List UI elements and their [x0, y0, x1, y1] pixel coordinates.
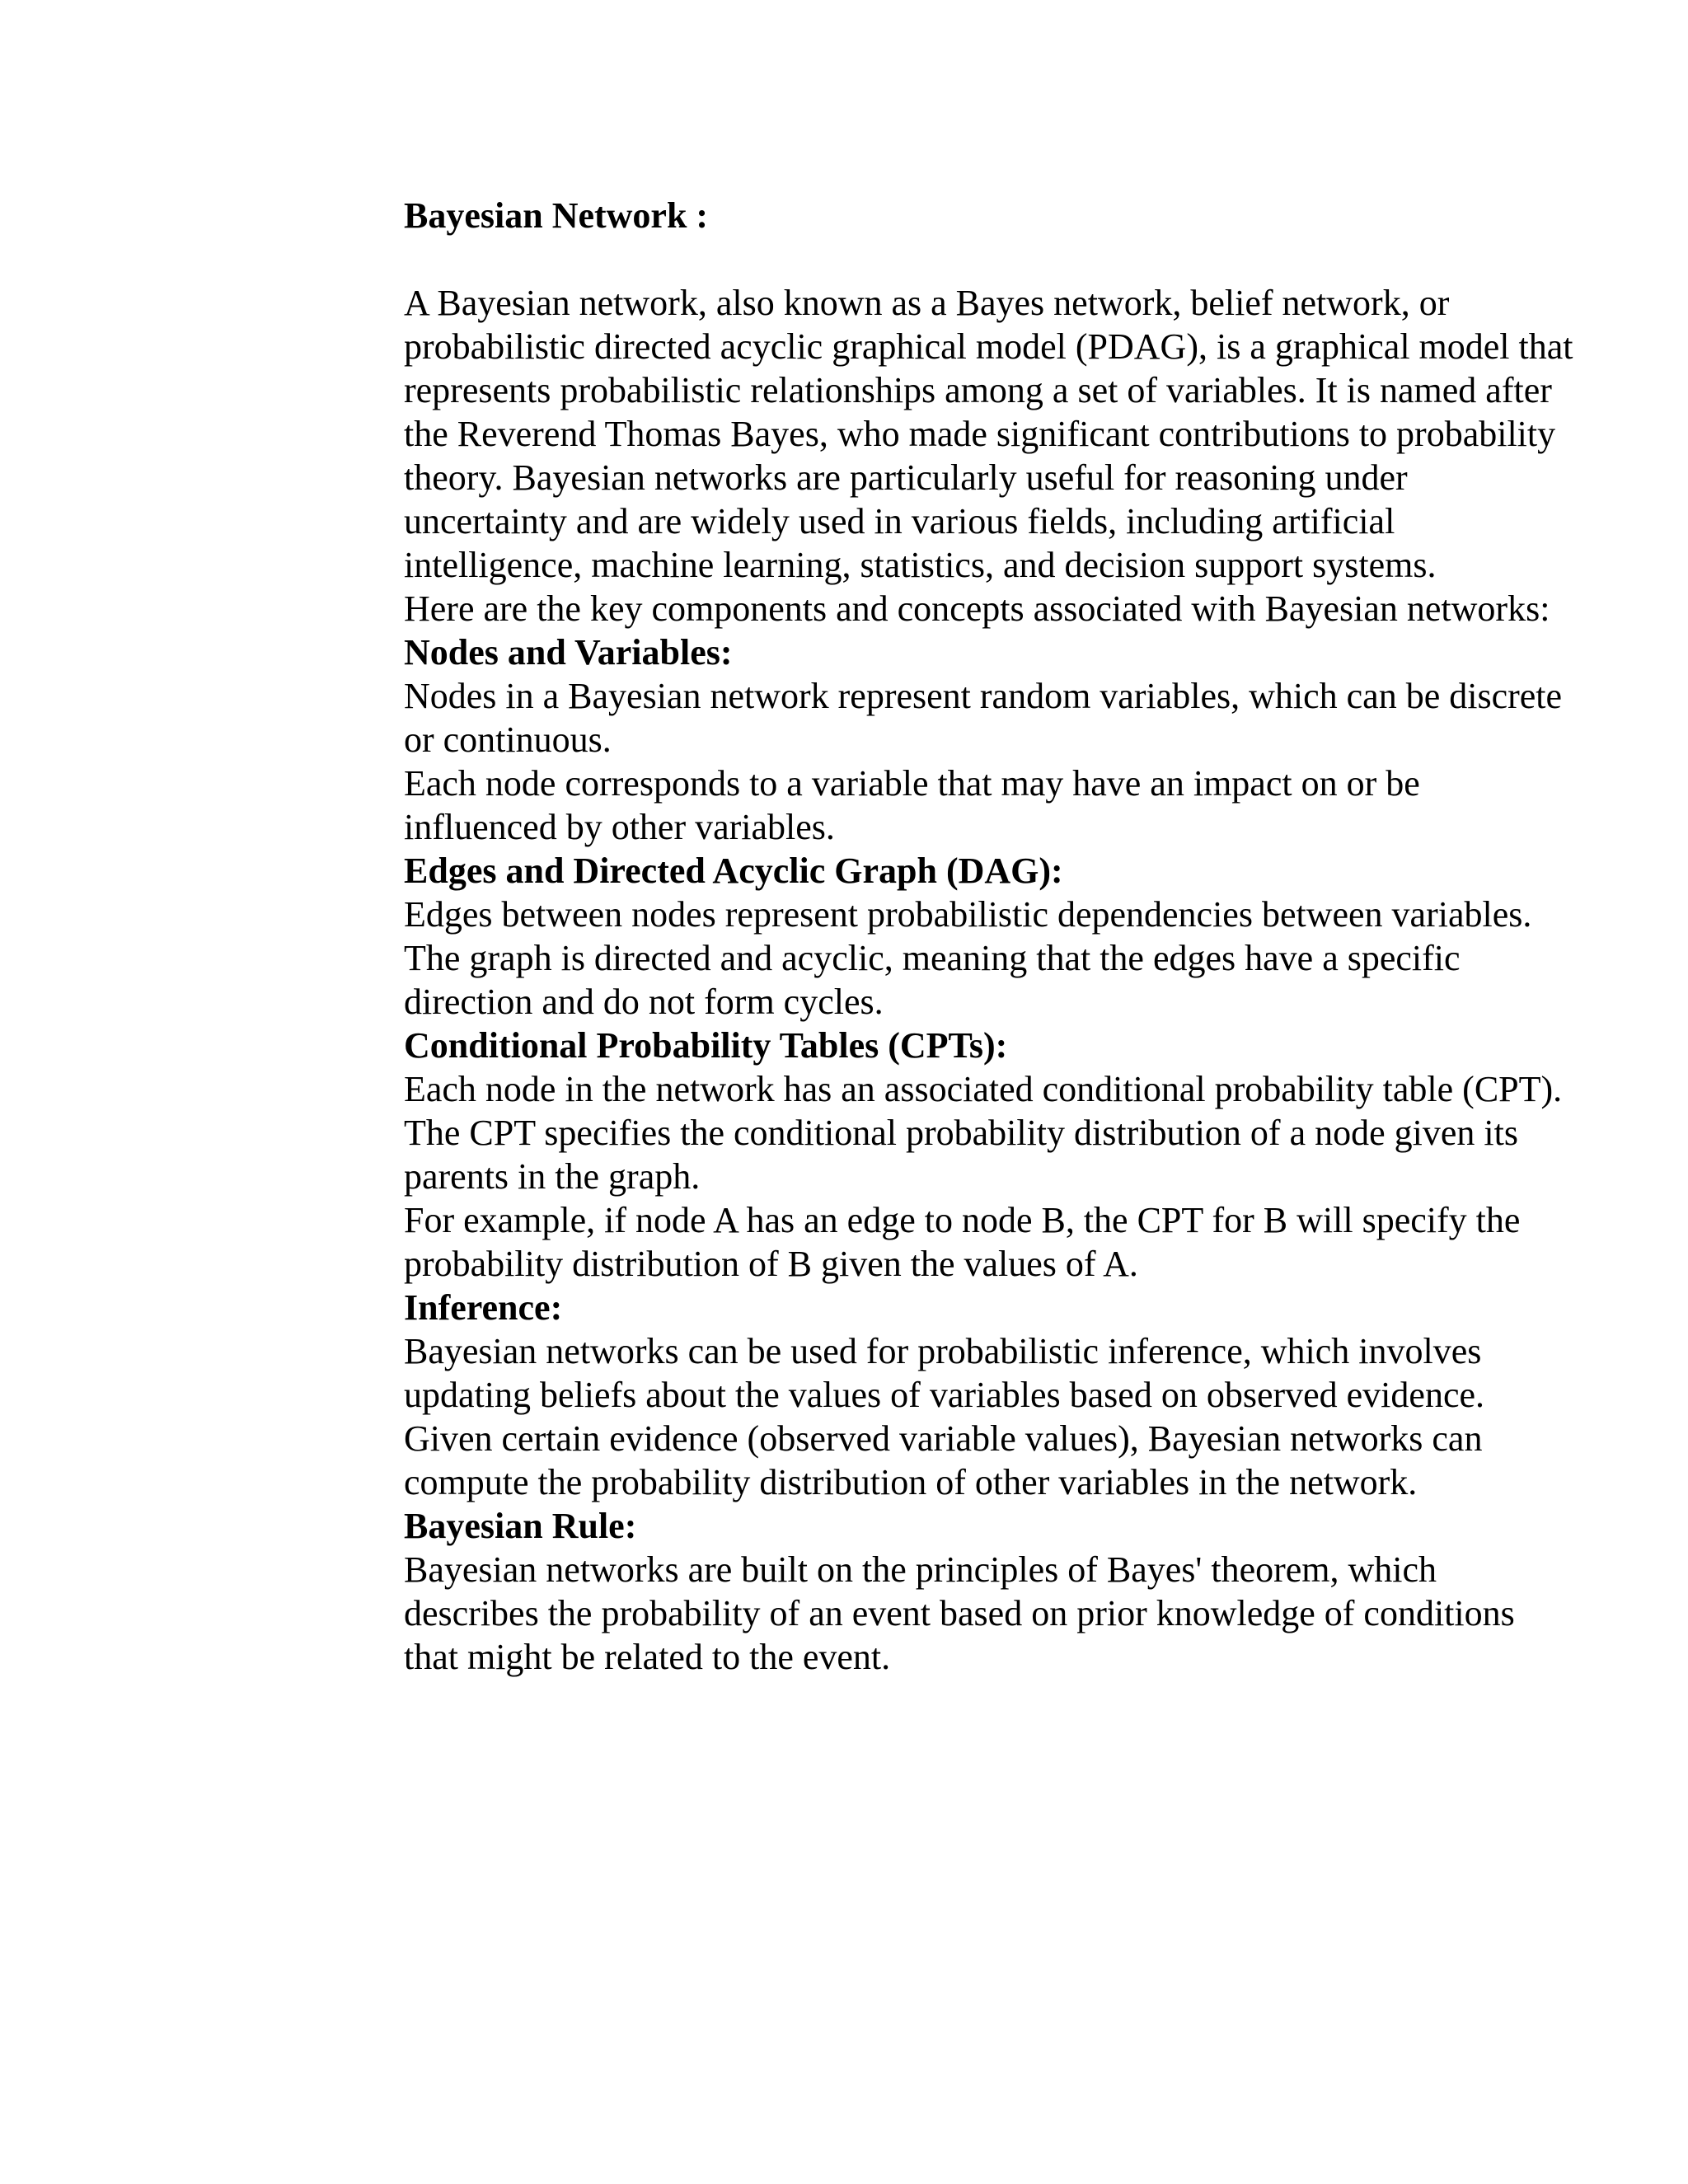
- document-body: [404, 194, 1574, 1679]
- section-heading-cpts: Conditional Probability Tables (CPTs):: [404, 1025, 1008, 1066]
- paragraph: Bayesian networks are built on the principles of Bayes' theorem, which describes the probability of an event based on prior knowledge of conditions that might be related to the event.: [404, 1549, 1515, 1677]
- intro-paragraph: A Bayesian network, also known as a Bayes network, belief network, or probabilistic directed acyclic graphical model (PDAG), is a graphical model that represents probabilistic relationships among a set of variables. It is named after the Reverend Thomas Bayes, who made significant contributions to probability theory. Bayesian networks are particularly useful for reasoning under uncertainty and are widely used in various fields, including artificial intelligence, machine learning, statistics, and decision support systems.: [404, 283, 1573, 585]
- paragraph: The CPT specifies the conditional probability distribution of a node given its parents in the graph.: [404, 1113, 1518, 1197]
- paragraph: Each node in the network has an associated conditional probability table (CPT).: [404, 1069, 1563, 1109]
- paragraph: The graph is directed and acyclic, meaning that the edges have a specific direction and do not form cycles.: [404, 938, 1461, 1022]
- section-heading-nodes: Nodes and Variables:: [404, 632, 733, 673]
- paragraph: Nodes in a Bayesian network represent random variables, which can be discrete or continuous.: [404, 676, 1563, 760]
- document-title: Bayesian Network :: [404, 195, 709, 236]
- paragraph: Each node corresponds to a variable that may have an impact on or be influenced by other variables.: [404, 763, 1420, 847]
- section-heading-bayesian-rule: Bayesian Rule:: [404, 1506, 637, 1546]
- components-intro-paragraph: Here are the key components and concepts associated with Bayesian networks:: [404, 588, 1550, 629]
- section-heading-inference: Inference:: [404, 1287, 563, 1328]
- paragraph: Edges between nodes represent probabilistic dependencies between variables.: [404, 894, 1532, 935]
- paragraph: Bayesian networks can be used for probabilistic inference, which involves updating beliefs about the values of variables based on observed evidence.: [404, 1331, 1484, 1415]
- paragraph: Given certain evidence (observed variable values), Bayesian networks can compute the probability distribution of other variables in the network.: [404, 1418, 1483, 1502]
- section-heading-edges: Edges and Directed Acyclic Graph (DAG):: [404, 851, 1063, 891]
- paragraph: For example, if node A has an edge to node B, the CPT for B will specify the probability distribution of B given the values of A.: [404, 1200, 1521, 1284]
